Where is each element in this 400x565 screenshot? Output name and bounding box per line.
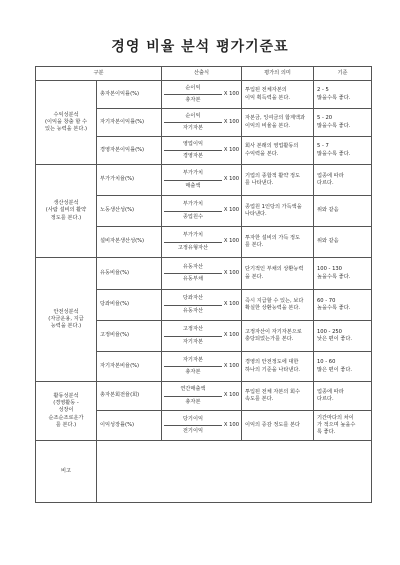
multiplier: X 100	[223, 362, 239, 369]
denominator: 경영자본	[182, 153, 203, 159]
numerator: 순이익	[164, 113, 222, 123]
denominator: 종업원수	[182, 213, 203, 220]
denominator: 고정유형자산	[177, 244, 208, 251]
denominator: 총자본	[185, 398, 201, 405]
indicator-cell: 자기자본이익률(%)	[97, 109, 162, 137]
formula-cell	[162, 321, 242, 352]
standard-cell: 5 - 7 많을수록 좋다.	[314, 137, 372, 165]
table-row	[36, 382, 372, 411]
indicator-cell: 노동생산성(%)	[97, 196, 162, 227]
numerator: 부가가치	[164, 170, 222, 180]
denominator: 전기이익	[182, 428, 203, 434]
numerator: 고정자산	[164, 326, 222, 336]
formula-cell	[162, 352, 242, 382]
numerator: 유동자산	[164, 264, 222, 274]
remarks-content[interactable]	[97, 441, 372, 503]
formula-cell	[162, 258, 242, 290]
indicator-cell: 당좌비율(%)	[97, 290, 162, 321]
indicator-cell: 부가가치율(%)	[97, 165, 162, 196]
denominator: 총자본	[185, 369, 201, 375]
meaning-cell: 이익의 증감 정도를 본다	[242, 411, 314, 441]
meaning-cell: 고정자산이 자기자본으로 충당되었는가를 본다.	[242, 321, 314, 352]
remarks-label: 비고	[36, 441, 97, 503]
table-row	[36, 81, 372, 109]
numerator: 당기이익	[164, 416, 222, 426]
numerator: 당좌자산	[164, 295, 222, 305]
formula-cell	[162, 411, 242, 441]
multiplier: X 100	[223, 332, 239, 339]
header-standard: 기준	[314, 67, 372, 81]
category-cell: 활동성분석 (경영활동 - 성장이 순조순조로운가 를 본다.)	[36, 382, 97, 441]
header-category: 구분	[36, 67, 162, 81]
multiplier: X 100	[223, 118, 239, 125]
numerator: 자기자본	[164, 357, 222, 367]
numerator: 영업이익	[164, 141, 222, 151]
formula-cell	[162, 382, 242, 411]
indicator-cell: 고정비율(%)	[97, 321, 162, 352]
standard-cell: 60 - 70 높을수록 좋다.	[314, 290, 372, 321]
ratio-table	[35, 66, 372, 503]
meaning-cell: 회사 본래의 영업활동의 수익력을 본다.	[242, 137, 314, 165]
remarks-row	[36, 441, 372, 503]
meaning-cell: 자본금, 잉여금의 합계액과 이익의 비율을 본다.	[242, 109, 314, 137]
standard-cell: 2 - 5 많을수록 좋다.	[314, 81, 372, 109]
numerator: 부가가치	[164, 232, 222, 242]
meaning-cell: 단기적인 부채의 상환능력 을 본다.	[242, 258, 314, 290]
meaning-cell: 투입된 전체 자본의 회수 속도를 본다.	[242, 382, 314, 411]
standard-cell: 5 - 20 많을수록 좋다.	[314, 109, 372, 137]
standard-cell: 100 - 130 높을수록 좋다.	[314, 258, 372, 290]
denominator: 매출액	[185, 182, 201, 189]
standard-cell: 업종에 따라 다르다.	[314, 165, 372, 196]
multiplier: X 100	[223, 176, 239, 183]
multiplier: X 100	[223, 207, 239, 214]
indicator-cell: 설비자본생산성(%)	[97, 227, 162, 258]
standard-cell: 위와 같음	[314, 196, 372, 227]
header-meaning: 평가의 의미	[242, 67, 314, 81]
meaning-cell: 기업의 종합적 활약 정도 를 나타낸다.	[242, 165, 314, 196]
formula-cell	[162, 137, 242, 165]
denominator: 총자본	[185, 97, 201, 103]
denominator: 자기자본	[182, 338, 203, 345]
standard-cell: 10 - 60 많은 편이 좋다.	[314, 352, 372, 382]
indicator-cell: 유동비율(%)	[97, 258, 162, 290]
category-cell: 안전성분석 (자금운용, 지급 능력을 본다.)	[36, 258, 97, 382]
formula-cell	[162, 196, 242, 227]
indicator-cell: 자기자본비율(%)	[97, 352, 162, 382]
category-cell: 수익성분석 (이익을 창출 할 수 있는 능력을 본다.)	[36, 81, 97, 165]
formula-cell	[162, 165, 242, 196]
numerator: 부가가치	[164, 201, 222, 211]
meaning-cell: 투자한 설비의 가득 정도 를 본다.	[242, 227, 314, 258]
header-formula: 산출식	[162, 67, 242, 81]
multiplier: X 100	[223, 90, 239, 97]
meaning-cell: 경영의 안전정도에 대한 하나의 기준을 나타낸다.	[242, 352, 314, 382]
table-row	[36, 165, 372, 196]
formula-cell	[162, 290, 242, 321]
header-row	[36, 67, 372, 81]
formula-cell	[162, 81, 242, 109]
indicator-cell: 총자본이익률(%)	[97, 81, 162, 109]
meaning-cell: 종업원 1인당의 가득액을 나타낸다.	[242, 196, 314, 227]
numerator: 연간매출액	[164, 386, 222, 396]
numerator: 순이익	[164, 85, 222, 95]
standard-cell: 100 - 250 낮은 편이 좋다.	[314, 321, 372, 352]
denominator: 자기자본	[182, 125, 203, 131]
indicator-cell: 총자본회전율(회)	[97, 382, 162, 411]
multiplier: X 100	[223, 269, 239, 276]
denominator: 유동자산	[182, 307, 203, 314]
meaning-cell: 투입된 전체자본의 이익 획득력을 본다.	[242, 81, 314, 109]
multiplier: X 100	[223, 238, 239, 245]
formula-cell	[162, 109, 242, 137]
multiplier: X 100	[223, 392, 239, 399]
multiplier: X 100	[223, 421, 239, 428]
denominator: 유동부채	[182, 276, 203, 282]
category-cell: 생산성분석 (사람 설비의 활약 정도를 본다.)	[36, 165, 97, 258]
page-title: 경영 비율 분석 평가기준표	[111, 39, 289, 55]
standard-cell: 기간마다의 차이 가 적으며 높을수 록 좋다.	[314, 411, 372, 441]
standard-cell: 위와 같음	[314, 227, 372, 258]
multiplier: X 100	[223, 146, 239, 153]
indicator-cell: 이익성장률(%)	[97, 411, 162, 441]
meaning-cell: 즉시 지급할 수 있는, 보다 확실한 상환능력을 본다.	[242, 290, 314, 321]
table-row	[36, 258, 372, 290]
standard-cell: 업종에 따라 다르다.	[314, 382, 372, 411]
formula-cell	[162, 227, 242, 258]
indicator-cell: 경영자본이익률(%)	[97, 137, 162, 165]
multiplier: X 100	[223, 301, 239, 308]
